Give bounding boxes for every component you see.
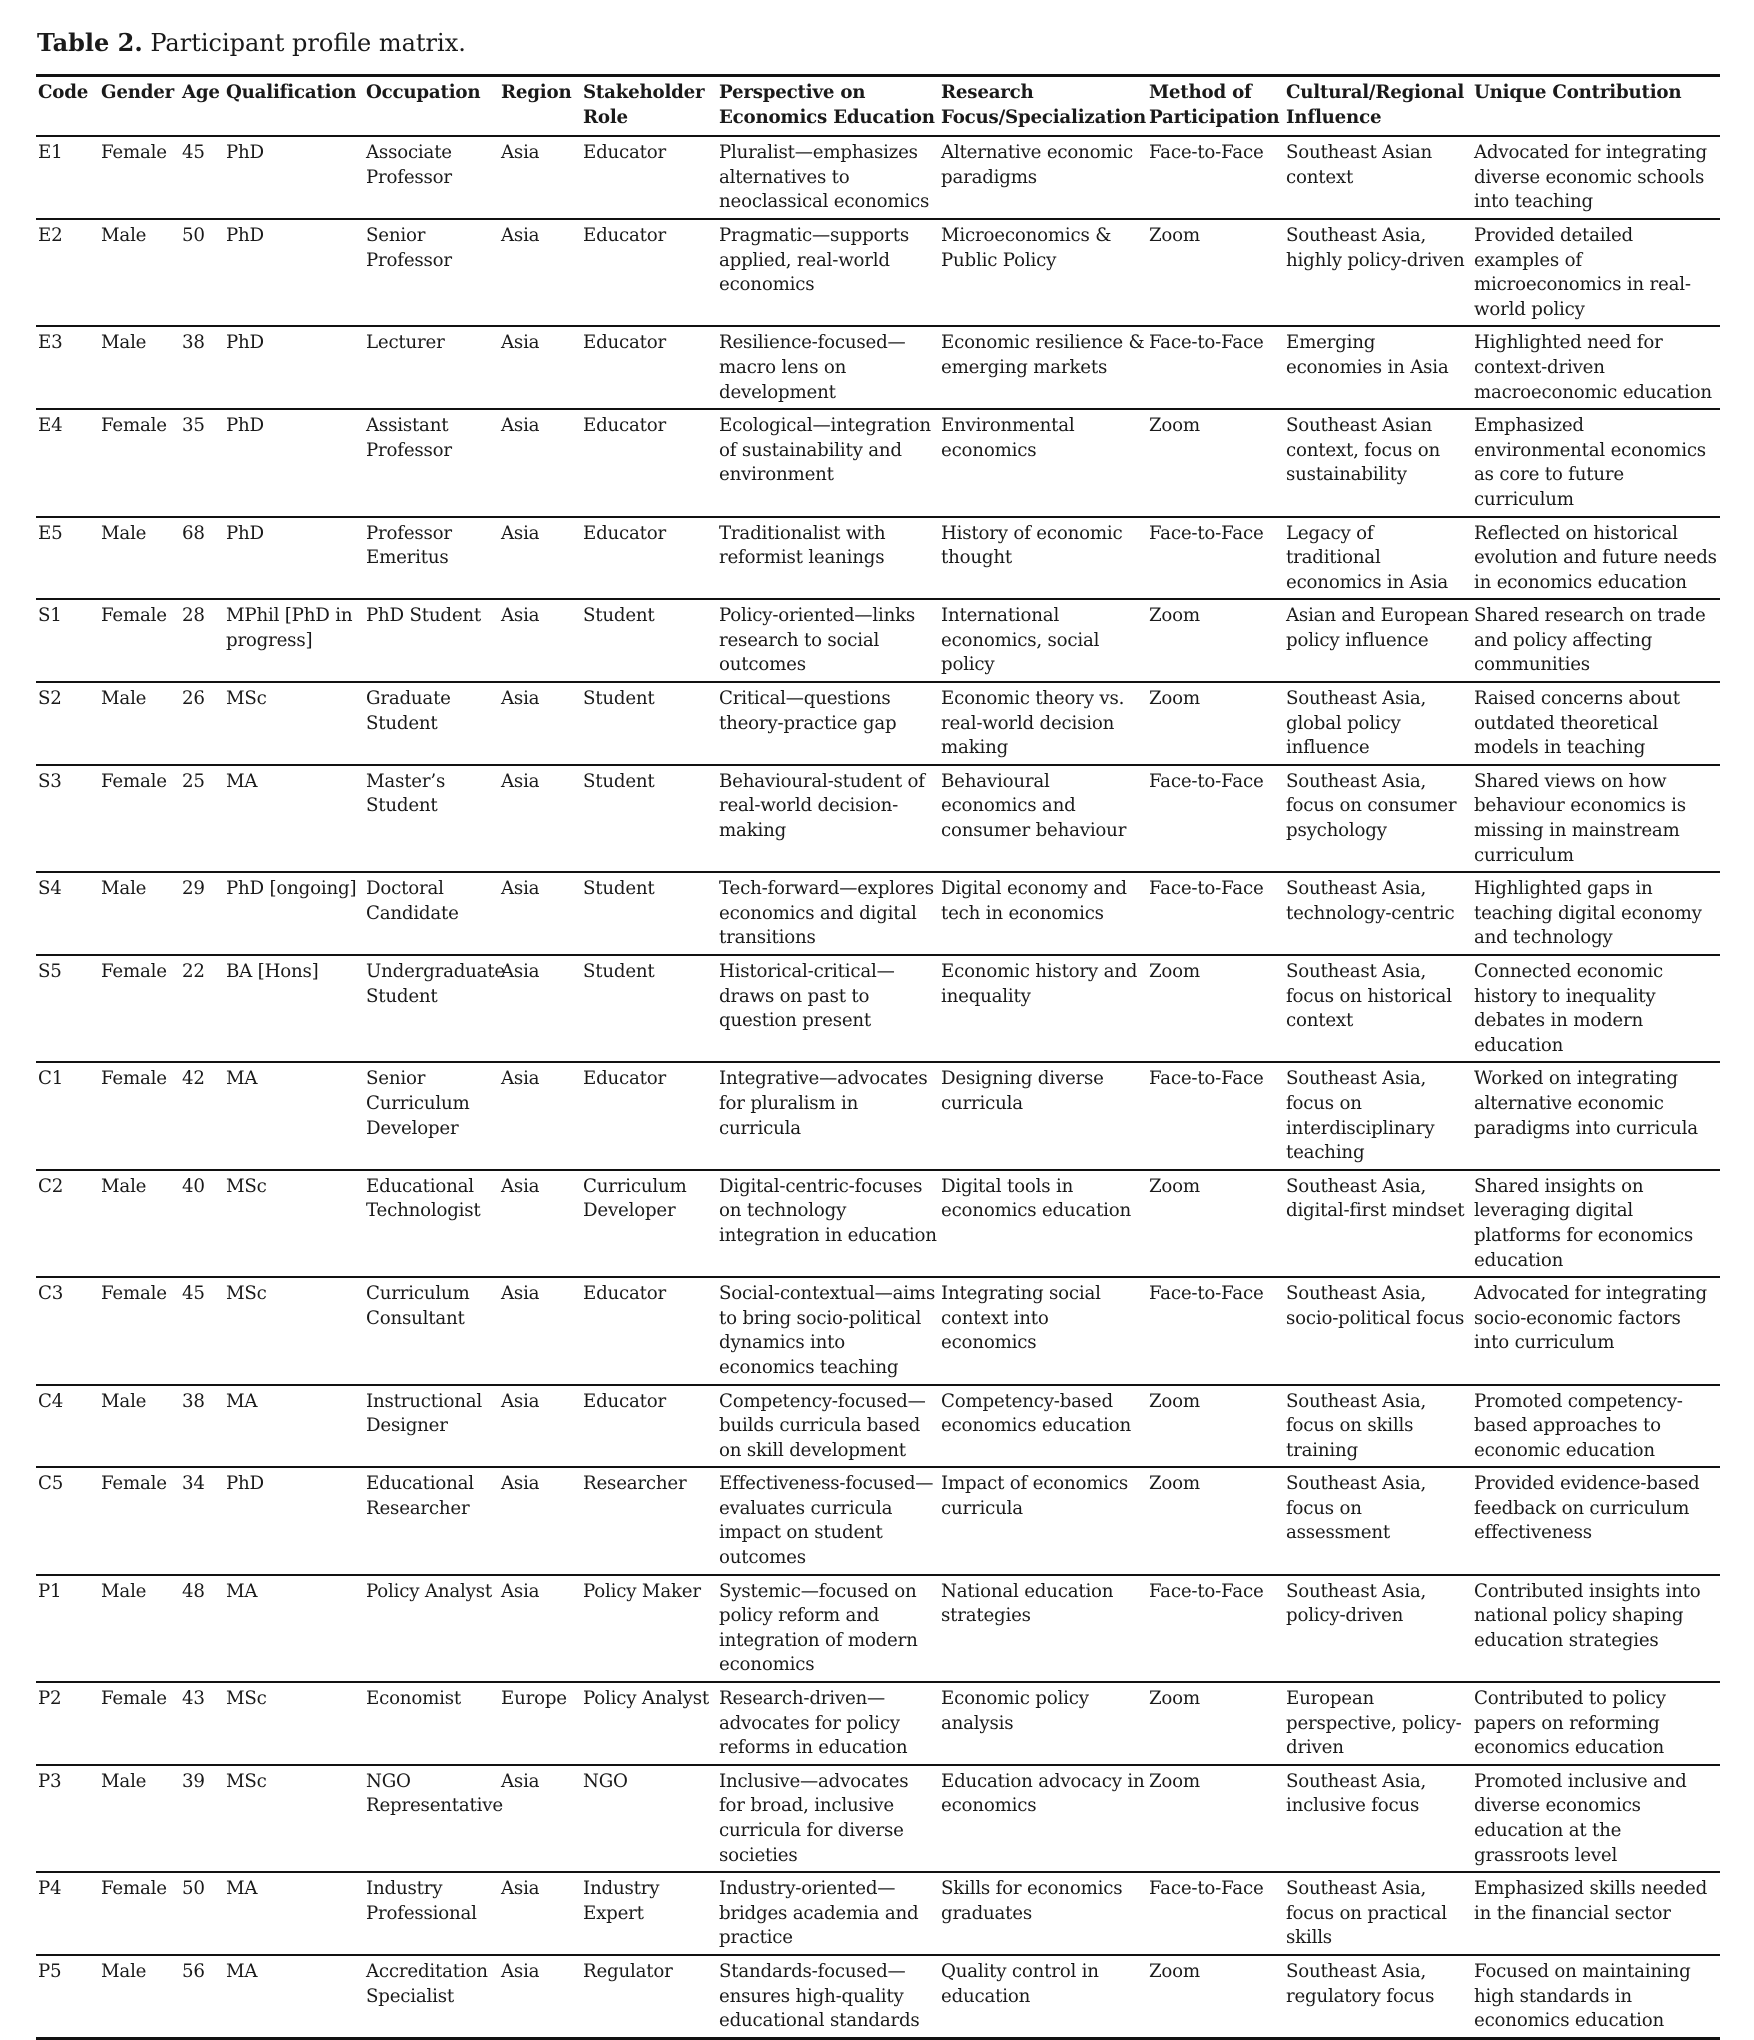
table-row bbox=[36, 326, 1720, 409]
cell-age: 26 bbox=[182, 688, 205, 710]
cell-unique-contribution: Emphasized skills needed in the financial sector bbox=[1474, 1878, 1708, 1924]
cell-research-focus: Designing diverse curricula bbox=[941, 1068, 1104, 1114]
column-header-cultural-influence: Cultural/Regional Influence bbox=[1286, 82, 1465, 128]
cell-perspective: Policy-oriented—links research to social outcomes bbox=[719, 605, 916, 676]
table-title: Participant profile matrix. bbox=[150, 29, 466, 57]
cell-code: S1 bbox=[38, 605, 62, 627]
cell-age: 29 bbox=[182, 878, 205, 900]
table-row bbox=[36, 872, 1720, 955]
cell-gender: Male bbox=[101, 1175, 147, 1197]
cell-unique-contribution: Provided detailed examples of microeconomics in real-world policy bbox=[1474, 224, 1691, 320]
table-row bbox=[36, 1872, 1720, 1955]
cell-stakeholder-role: Industry Expert bbox=[583, 1878, 660, 1924]
cell-gender: Female bbox=[101, 1068, 167, 1090]
cell-unique-contribution: Advocated for integrating socio-economic factors into curriculum bbox=[1474, 1283, 1707, 1354]
cell-gender: Male bbox=[101, 332, 147, 354]
cell-cultural-influence: Asian and European policy influence bbox=[1286, 605, 1469, 651]
cell-research-focus: Economic theory vs. real-world decision making bbox=[941, 688, 1125, 759]
cell-gender: Male bbox=[101, 1390, 147, 1412]
cell-age: 42 bbox=[182, 1068, 205, 1090]
column-header-age: Age bbox=[182, 82, 220, 103]
cell-qualification: PhD [ongoing] bbox=[226, 878, 357, 900]
cell-stakeholder-role: Educator bbox=[583, 224, 667, 246]
cell-perspective: Ecological—integration of sustainability and environment bbox=[719, 415, 931, 486]
cell-region: Asia bbox=[501, 415, 540, 437]
cell-qualification: PhD bbox=[226, 332, 264, 354]
cell-perspective: Digital-centric-focuses on technology integration in education bbox=[719, 1175, 937, 1246]
cell-method: Face-to-Face bbox=[1149, 878, 1264, 900]
cell-qualification: PhD bbox=[226, 522, 264, 544]
column-header-gender: Gender bbox=[101, 82, 174, 103]
cell-gender: Female bbox=[101, 770, 167, 792]
cell-code: S2 bbox=[38, 688, 62, 710]
table-row bbox=[36, 1062, 1720, 1169]
cell-code: E5 bbox=[38, 522, 63, 544]
cell-gender: Male bbox=[101, 1580, 147, 1602]
cell-region: Asia bbox=[501, 688, 540, 710]
cell-age: 40 bbox=[182, 1175, 205, 1197]
cell-code: P5 bbox=[38, 1960, 62, 1982]
cell-method: Face-to-Face bbox=[1149, 1068, 1264, 1090]
cell-unique-contribution: Promoted inclusive and diverse economics education at the grassroots level bbox=[1474, 1770, 1687, 1866]
cell-region: Asia bbox=[501, 878, 540, 900]
table-row bbox=[36, 1170, 1720, 1277]
participant-profile-table bbox=[36, 74, 1720, 2040]
cell-region: Asia bbox=[501, 1960, 540, 1982]
cell-region: Asia bbox=[501, 522, 540, 544]
cell-stakeholder-role: Policy Analyst bbox=[583, 1688, 709, 1710]
cell-occupation: Undergraduate Student bbox=[366, 961, 505, 1007]
cell-code: P3 bbox=[38, 1770, 62, 1792]
cell-occupation: Senior Professor bbox=[366, 224, 452, 271]
cell-occupation: Lecturer bbox=[366, 332, 445, 354]
cell-cultural-influence: Southeast Asia, policy-driven bbox=[1286, 1580, 1427, 1627]
cell-stakeholder-role: Educator bbox=[583, 1283, 667, 1305]
cell-perspective: Behavioural-student of real-world decision-making bbox=[719, 770, 925, 842]
cell-cultural-influence: Emerging economies in Asia bbox=[1286, 332, 1449, 378]
cell-gender: Male bbox=[101, 224, 147, 246]
cell-occupation: Policy Analyst bbox=[366, 1580, 492, 1602]
cell-cultural-influence: Southeast Asia, focus on consumer psychology bbox=[1286, 770, 1457, 842]
cell-occupation: PhD Student bbox=[366, 605, 482, 627]
cell-occupation: Accreditation Specialist bbox=[366, 1960, 488, 2007]
cell-gender: Female bbox=[101, 1473, 167, 1495]
cell-stakeholder-role: Student bbox=[583, 605, 655, 627]
cell-code: E2 bbox=[38, 224, 63, 246]
cell-cultural-influence: Southeast Asia, inclusive focus bbox=[1286, 1770, 1427, 1817]
table-row bbox=[36, 1467, 1720, 1574]
cell-method: Face-to-Face bbox=[1149, 332, 1264, 354]
cell-age: 68 bbox=[182, 522, 205, 544]
cell-research-focus: Behavioural economics and consumer behaviour bbox=[941, 770, 1127, 842]
cell-unique-contribution: Emphasized environmental economics as core to future curriculum bbox=[1474, 415, 1706, 510]
cell-occupation: Educational Researcher bbox=[366, 1473, 474, 1519]
cell-code: C3 bbox=[38, 1283, 64, 1305]
cell-stakeholder-role: Educator bbox=[583, 332, 667, 354]
cell-region: Asia bbox=[501, 1580, 540, 1602]
cell-occupation: Assistant Professor bbox=[366, 415, 452, 461]
cell-code: S3 bbox=[38, 770, 62, 792]
cell-unique-contribution: Advocated for integrating diverse economic schools into teaching bbox=[1474, 142, 1707, 213]
cell-age: 38 bbox=[182, 1390, 205, 1412]
cell-code: S4 bbox=[38, 878, 62, 900]
column-header-stakeholder-role: Stakeholder Role bbox=[583, 82, 705, 128]
cell-occupation: NGO Representative bbox=[366, 1770, 503, 1817]
cell-stakeholder-role: Researcher bbox=[583, 1473, 687, 1495]
cell-perspective: Resilience-focused—macro lens on development bbox=[719, 332, 906, 403]
cell-code: P4 bbox=[38, 1878, 62, 1900]
cell-research-focus: History of economic thought bbox=[941, 522, 1123, 569]
cell-method: Face-to-Face bbox=[1149, 770, 1264, 792]
cell-gender: Male bbox=[101, 878, 147, 900]
cell-perspective: Traditionalist with reformist leanings bbox=[719, 522, 886, 569]
cell-code: C5 bbox=[38, 1473, 64, 1495]
cell-region: Europe bbox=[501, 1688, 567, 1710]
cell-cultural-influence: Southeast Asian context bbox=[1286, 142, 1433, 188]
cell-region: Asia bbox=[501, 770, 540, 792]
cell-perspective: Pragmatic—supports applied, real-world economics bbox=[719, 224, 910, 296]
cell-perspective: Competency-focused—builds curricula based on skill development bbox=[719, 1390, 926, 1461]
cell-code: C2 bbox=[38, 1175, 64, 1197]
cell-gender: Male bbox=[101, 688, 147, 710]
table-row bbox=[36, 1765, 1720, 1872]
column-header-unique-contribution: Unique Contribution bbox=[1474, 82, 1682, 103]
cell-cultural-influence: Southeast Asia, digital-first mindset bbox=[1286, 1175, 1465, 1222]
cell-stakeholder-role: Educator bbox=[583, 522, 667, 544]
cell-code: E1 bbox=[38, 142, 63, 164]
cell-gender: Female bbox=[101, 605, 167, 627]
cell-research-focus: Environmental economics bbox=[941, 415, 1075, 461]
cell-perspective: Tech-forward—explores economics and digital transitions bbox=[719, 878, 934, 949]
cell-occupation: Economist bbox=[366, 1688, 461, 1710]
cell-unique-contribution: Promoted competency-based approaches to economic education bbox=[1474, 1390, 1683, 1461]
table-row bbox=[36, 517, 1720, 600]
table-row bbox=[36, 1575, 1720, 1682]
cell-research-focus: Impact of economics curricula bbox=[941, 1473, 1129, 1519]
cell-region: Asia bbox=[501, 1473, 540, 1495]
cell-method: Zoom bbox=[1149, 1688, 1200, 1710]
cell-qualification: MSc bbox=[226, 1175, 267, 1197]
cell-perspective: Historical-critical—draws on past to question present bbox=[719, 961, 895, 1032]
cell-cultural-influence: Southeast Asia, focus on interdisciplinary teaching bbox=[1286, 1068, 1435, 1164]
cell-age: 43 bbox=[182, 1688, 205, 1710]
cell-method: Zoom bbox=[1149, 1473, 1200, 1495]
cell-region: Asia bbox=[501, 1390, 540, 1412]
cell-unique-contribution: Shared insights on leveraging digital platforms for economics education bbox=[1474, 1175, 1694, 1271]
cell-research-focus: Economic resilience & emerging markets bbox=[941, 332, 1145, 378]
cell-qualification: MA bbox=[226, 1068, 258, 1090]
cell-cultural-influence: European perspective, policy-driven bbox=[1286, 1688, 1462, 1759]
cell-code: C4 bbox=[38, 1390, 64, 1412]
cell-unique-contribution: Connected economic history to inequality debates in modern education bbox=[1474, 961, 1663, 1056]
cell-perspective: Critical—questions theory-practice gap bbox=[719, 688, 897, 734]
cell-occupation: Curriculum Consultant bbox=[366, 1283, 470, 1329]
cell-perspective: Pluralist—emphasizes alternatives to neoclassical economics bbox=[719, 142, 930, 213]
cell-cultural-influence: Southeast Asia, focus on practical skills bbox=[1286, 1878, 1447, 1949]
cell-stakeholder-role: Student bbox=[583, 688, 655, 710]
cell-region: Asia bbox=[501, 605, 540, 627]
column-header-code: Code bbox=[38, 82, 89, 103]
cell-stakeholder-role: Educator bbox=[583, 142, 667, 164]
column-header-qualification: Qualification bbox=[226, 82, 357, 103]
cell-region: Asia bbox=[501, 332, 540, 354]
cell-gender: Female bbox=[101, 961, 167, 982]
cell-method: Zoom bbox=[1149, 1960, 1200, 1982]
cell-age: 35 bbox=[182, 415, 205, 437]
cell-method: Zoom bbox=[1149, 1770, 1200, 1792]
cell-stakeholder-role: Educator bbox=[583, 1390, 667, 1412]
cell-code: S5 bbox=[38, 961, 62, 982]
cell-qualification: MSc bbox=[226, 1770, 267, 1792]
cell-qualification: PhD bbox=[226, 415, 264, 437]
cell-cultural-influence: Southeast Asia, regulatory focus bbox=[1286, 1960, 1435, 2007]
cell-qualification: MSc bbox=[226, 1688, 267, 1710]
cell-gender: Male bbox=[101, 522, 147, 544]
cell-occupation: Graduate Student bbox=[366, 688, 451, 734]
cell-gender: Male bbox=[101, 1960, 147, 1982]
cell-region: Asia bbox=[501, 961, 540, 982]
cell-cultural-influence: Southeast Asia, global policy influence bbox=[1286, 688, 1427, 759]
table-row bbox=[36, 1385, 1720, 1468]
table-row bbox=[36, 1955, 1720, 2038]
cell-age: 34 bbox=[182, 1473, 205, 1495]
table-body bbox=[36, 136, 1720, 2038]
cell-age: 25 bbox=[182, 770, 205, 792]
cell-unique-contribution: Raised concerns about outdated theoretical models in teaching bbox=[1474, 688, 1680, 759]
cell-occupation: Doctoral Candidate bbox=[366, 878, 459, 924]
cell-research-focus: Skills for economics graduates bbox=[941, 1878, 1123, 1924]
column-header-occupation: Occupation bbox=[366, 82, 481, 103]
cell-gender: Female bbox=[101, 415, 167, 437]
cell-qualification: MA bbox=[226, 1390, 258, 1412]
cell-unique-contribution: Highlighted need for context-driven macroeconomic education bbox=[1474, 332, 1712, 403]
cell-perspective: Effectiveness-focused—evaluates curricula impact on student outcomes bbox=[719, 1473, 934, 1569]
cell-research-focus: Microeconomics & Public Policy bbox=[941, 224, 1112, 271]
cell-occupation: Master’s Student bbox=[366, 770, 446, 817]
cell-qualification: MA bbox=[226, 770, 258, 792]
cell-method: Face-to-Face bbox=[1149, 522, 1264, 544]
cell-code: P1 bbox=[38, 1580, 62, 1602]
cell-qualification: PhD bbox=[226, 224, 264, 246]
cell-code: C1 bbox=[38, 1068, 64, 1090]
cell-region: Asia bbox=[501, 1068, 540, 1090]
column-header-method: Method of Participation bbox=[1149, 82, 1280, 128]
cell-age: 39 bbox=[182, 1770, 205, 1792]
cell-qualification: MA bbox=[226, 1960, 258, 1982]
cell-method: Zoom bbox=[1149, 961, 1200, 982]
cell-method: Zoom bbox=[1149, 415, 1200, 437]
cell-cultural-influence: Southeast Asia, focus on historical context bbox=[1286, 961, 1452, 1032]
table-row bbox=[36, 765, 1720, 872]
column-header-research-focus: Research Focus/Specialization bbox=[941, 82, 1147, 128]
cell-unique-contribution: Provided evidence-based feedback on curriculum effectiveness bbox=[1474, 1473, 1700, 1544]
cell-stakeholder-role: Policy Maker bbox=[583, 1580, 701, 1602]
cell-method: Zoom bbox=[1149, 1175, 1200, 1197]
cell-code: E4 bbox=[38, 415, 63, 437]
table-row bbox=[36, 219, 1720, 326]
cell-cultural-influence: Legacy of traditional economics in Asia bbox=[1286, 522, 1448, 593]
cell-qualification: MSc bbox=[226, 1283, 267, 1305]
cell-occupation: Senior Curriculum Developer bbox=[366, 1068, 470, 1139]
cell-stakeholder-role: Curriculum Developer bbox=[583, 1175, 687, 1222]
cell-method: Face-to-Face bbox=[1149, 142, 1264, 164]
cell-qualification: PhD bbox=[226, 142, 264, 164]
cell-region: Asia bbox=[501, 1283, 540, 1305]
cell-cultural-influence: Southeast Asia, focus on assessment bbox=[1286, 1473, 1427, 1544]
cell-age: 56 bbox=[182, 1960, 205, 1982]
cell-perspective: Research-driven—advocates for policy reforms in education bbox=[719, 1688, 908, 1759]
cell-perspective: Inclusive—advocates for broad, inclusive curricula for diverse societies bbox=[719, 1770, 909, 1866]
cell-qualification: MPhil [PhD in progress] bbox=[226, 605, 353, 651]
cell-cultural-influence: Southeast Asia, technology-centric bbox=[1286, 878, 1455, 924]
cell-perspective: Integrative—advocates for pluralism in curricula bbox=[719, 1068, 928, 1139]
cell-stakeholder-role: Educator bbox=[583, 415, 667, 437]
cell-unique-contribution: Worked on integrating alternative economic paradigms into curricula bbox=[1474, 1068, 1698, 1139]
cell-perspective: Systemic—focused on policy reform and integration of modern economics bbox=[719, 1580, 918, 1676]
header-row bbox=[36, 76, 1720, 137]
cell-gender: Female bbox=[101, 142, 167, 164]
column-header-region: Region bbox=[501, 82, 572, 103]
cell-unique-contribution: Shared research on trade and policy affecting communities bbox=[1474, 605, 1706, 676]
table-label: Table 2. bbox=[37, 28, 143, 57]
cell-stakeholder-role: NGO bbox=[583, 1770, 628, 1792]
cell-research-focus: Competency-based economics education bbox=[941, 1390, 1132, 1437]
cell-stakeholder-role: Student bbox=[583, 961, 655, 982]
cell-qualification: PhD bbox=[226, 1473, 264, 1495]
cell-occupation: Associate Professor bbox=[366, 142, 452, 188]
cell-stakeholder-role: Student bbox=[583, 878, 655, 900]
cell-unique-contribution: Focused on maintaining high standards in economics education bbox=[1474, 1960, 1691, 2032]
cell-age: 50 bbox=[182, 1878, 205, 1900]
cell-stakeholder-role: Regulator bbox=[583, 1960, 673, 1982]
cell-age: 48 bbox=[182, 1580, 205, 1602]
cell-occupation: Industry Professional bbox=[366, 1878, 477, 1924]
cell-cultural-influence: Southeast Asia, socio-political focus bbox=[1286, 1283, 1465, 1329]
cell-occupation: Professor Emeritus bbox=[366, 522, 452, 569]
cell-age: 28 bbox=[182, 605, 205, 627]
cell-qualification: MSc bbox=[226, 688, 267, 710]
cell-method: Zoom bbox=[1149, 688, 1200, 710]
cell-age: 45 bbox=[182, 142, 205, 164]
table-caption bbox=[37, 28, 466, 57]
cell-occupation: Instructional Designer bbox=[366, 1390, 482, 1437]
cell-region: Asia bbox=[501, 142, 540, 164]
cell-gender: Female bbox=[101, 1878, 167, 1900]
cell-cultural-influence: Southeast Asian context, focus on sustainability bbox=[1286, 415, 1441, 486]
cell-age: 50 bbox=[182, 224, 205, 246]
cell-unique-contribution: Contributed insights into national policy shaping education strategies bbox=[1474, 1580, 1701, 1651]
cell-perspective: Industry-oriented—bridges academia and practice bbox=[719, 1878, 919, 1949]
cell-region: Asia bbox=[501, 1770, 540, 1792]
cell-cultural-influence: Southeast Asia, focus on skills training bbox=[1286, 1390, 1427, 1461]
cell-stakeholder-role: Student bbox=[583, 770, 655, 792]
cell-code: E3 bbox=[38, 332, 63, 354]
cell-research-focus: Integrating social context into economics bbox=[941, 1283, 1101, 1354]
cell-region: Asia bbox=[501, 1175, 540, 1197]
cell-method: Face-to-Face bbox=[1149, 1878, 1264, 1900]
cell-research-focus: National education strategies bbox=[941, 1580, 1114, 1627]
cell-region: Asia bbox=[501, 1878, 540, 1900]
cell-research-focus: Quality control in education bbox=[941, 1960, 1099, 2007]
cell-age: 22 bbox=[182, 961, 205, 982]
cell-gender: Male bbox=[101, 1770, 147, 1792]
cell-perspective: Standards-focused—ensures high-quality educational standards bbox=[719, 1960, 920, 2032]
cell-stakeholder-role: Educator bbox=[583, 1068, 667, 1090]
table-row bbox=[36, 1277, 1720, 1384]
table-row bbox=[36, 1682, 1720, 1765]
cell-gender: Female bbox=[101, 1688, 167, 1710]
cell-qualification: MA bbox=[226, 1878, 258, 1900]
table-row bbox=[36, 409, 1720, 516]
cell-occupation: Educational Technologist bbox=[366, 1175, 481, 1222]
table-row bbox=[36, 955, 1720, 1062]
column-header-perspective: Perspective on Economics Education bbox=[719, 82, 935, 128]
cell-research-focus: Digital economy and tech in economics bbox=[941, 878, 1127, 924]
cell-method: Zoom bbox=[1149, 605, 1200, 627]
cell-research-focus: Digital tools in economics education bbox=[941, 1175, 1132, 1222]
cell-cultural-influence: Southeast Asia, highly policy-driven bbox=[1286, 224, 1465, 271]
cell-method: Zoom bbox=[1149, 224, 1200, 246]
cell-code: P2 bbox=[38, 1688, 62, 1710]
cell-unique-contribution: Contributed to policy papers on reforming economics education bbox=[1474, 1688, 1666, 1759]
cell-research-focus: International economics, social policy bbox=[941, 605, 1100, 676]
table-row bbox=[36, 136, 1720, 219]
cell-age: 38 bbox=[182, 332, 205, 354]
cell-method: Zoom bbox=[1149, 1390, 1200, 1412]
cell-research-focus: Economic policy analysis bbox=[941, 1688, 1089, 1734]
cell-qualification: MA bbox=[226, 1580, 258, 1602]
cell-gender: Female bbox=[101, 1283, 167, 1305]
table-row bbox=[36, 599, 1720, 682]
cell-unique-contribution: Shared views on how behaviour economics is missing in mainstream curriculum bbox=[1474, 770, 1686, 866]
cell-research-focus: Education advocacy in economics bbox=[941, 1770, 1145, 1817]
cell-qualification: BA [Hons] bbox=[226, 961, 319, 982]
cell-method: Face-to-Face bbox=[1149, 1283, 1264, 1305]
cell-unique-contribution: Reflected on historical evolution and future needs in economics education bbox=[1474, 522, 1717, 593]
cell-region: Asia bbox=[501, 224, 540, 246]
cell-research-focus: Alternative economic paradigms bbox=[941, 142, 1134, 188]
cell-age: 45 bbox=[182, 1283, 205, 1305]
table-row bbox=[36, 682, 1720, 765]
cell-unique-contribution: Highlighted gaps in teaching digital economy and technology bbox=[1474, 878, 1702, 949]
cell-method: Face-to-Face bbox=[1149, 1580, 1264, 1602]
cell-research-focus: Economic history and inequality bbox=[941, 961, 1138, 1007]
cell-perspective: Social-contextual—aims to bring socio-political dynamics into economics teaching bbox=[719, 1283, 936, 1378]
